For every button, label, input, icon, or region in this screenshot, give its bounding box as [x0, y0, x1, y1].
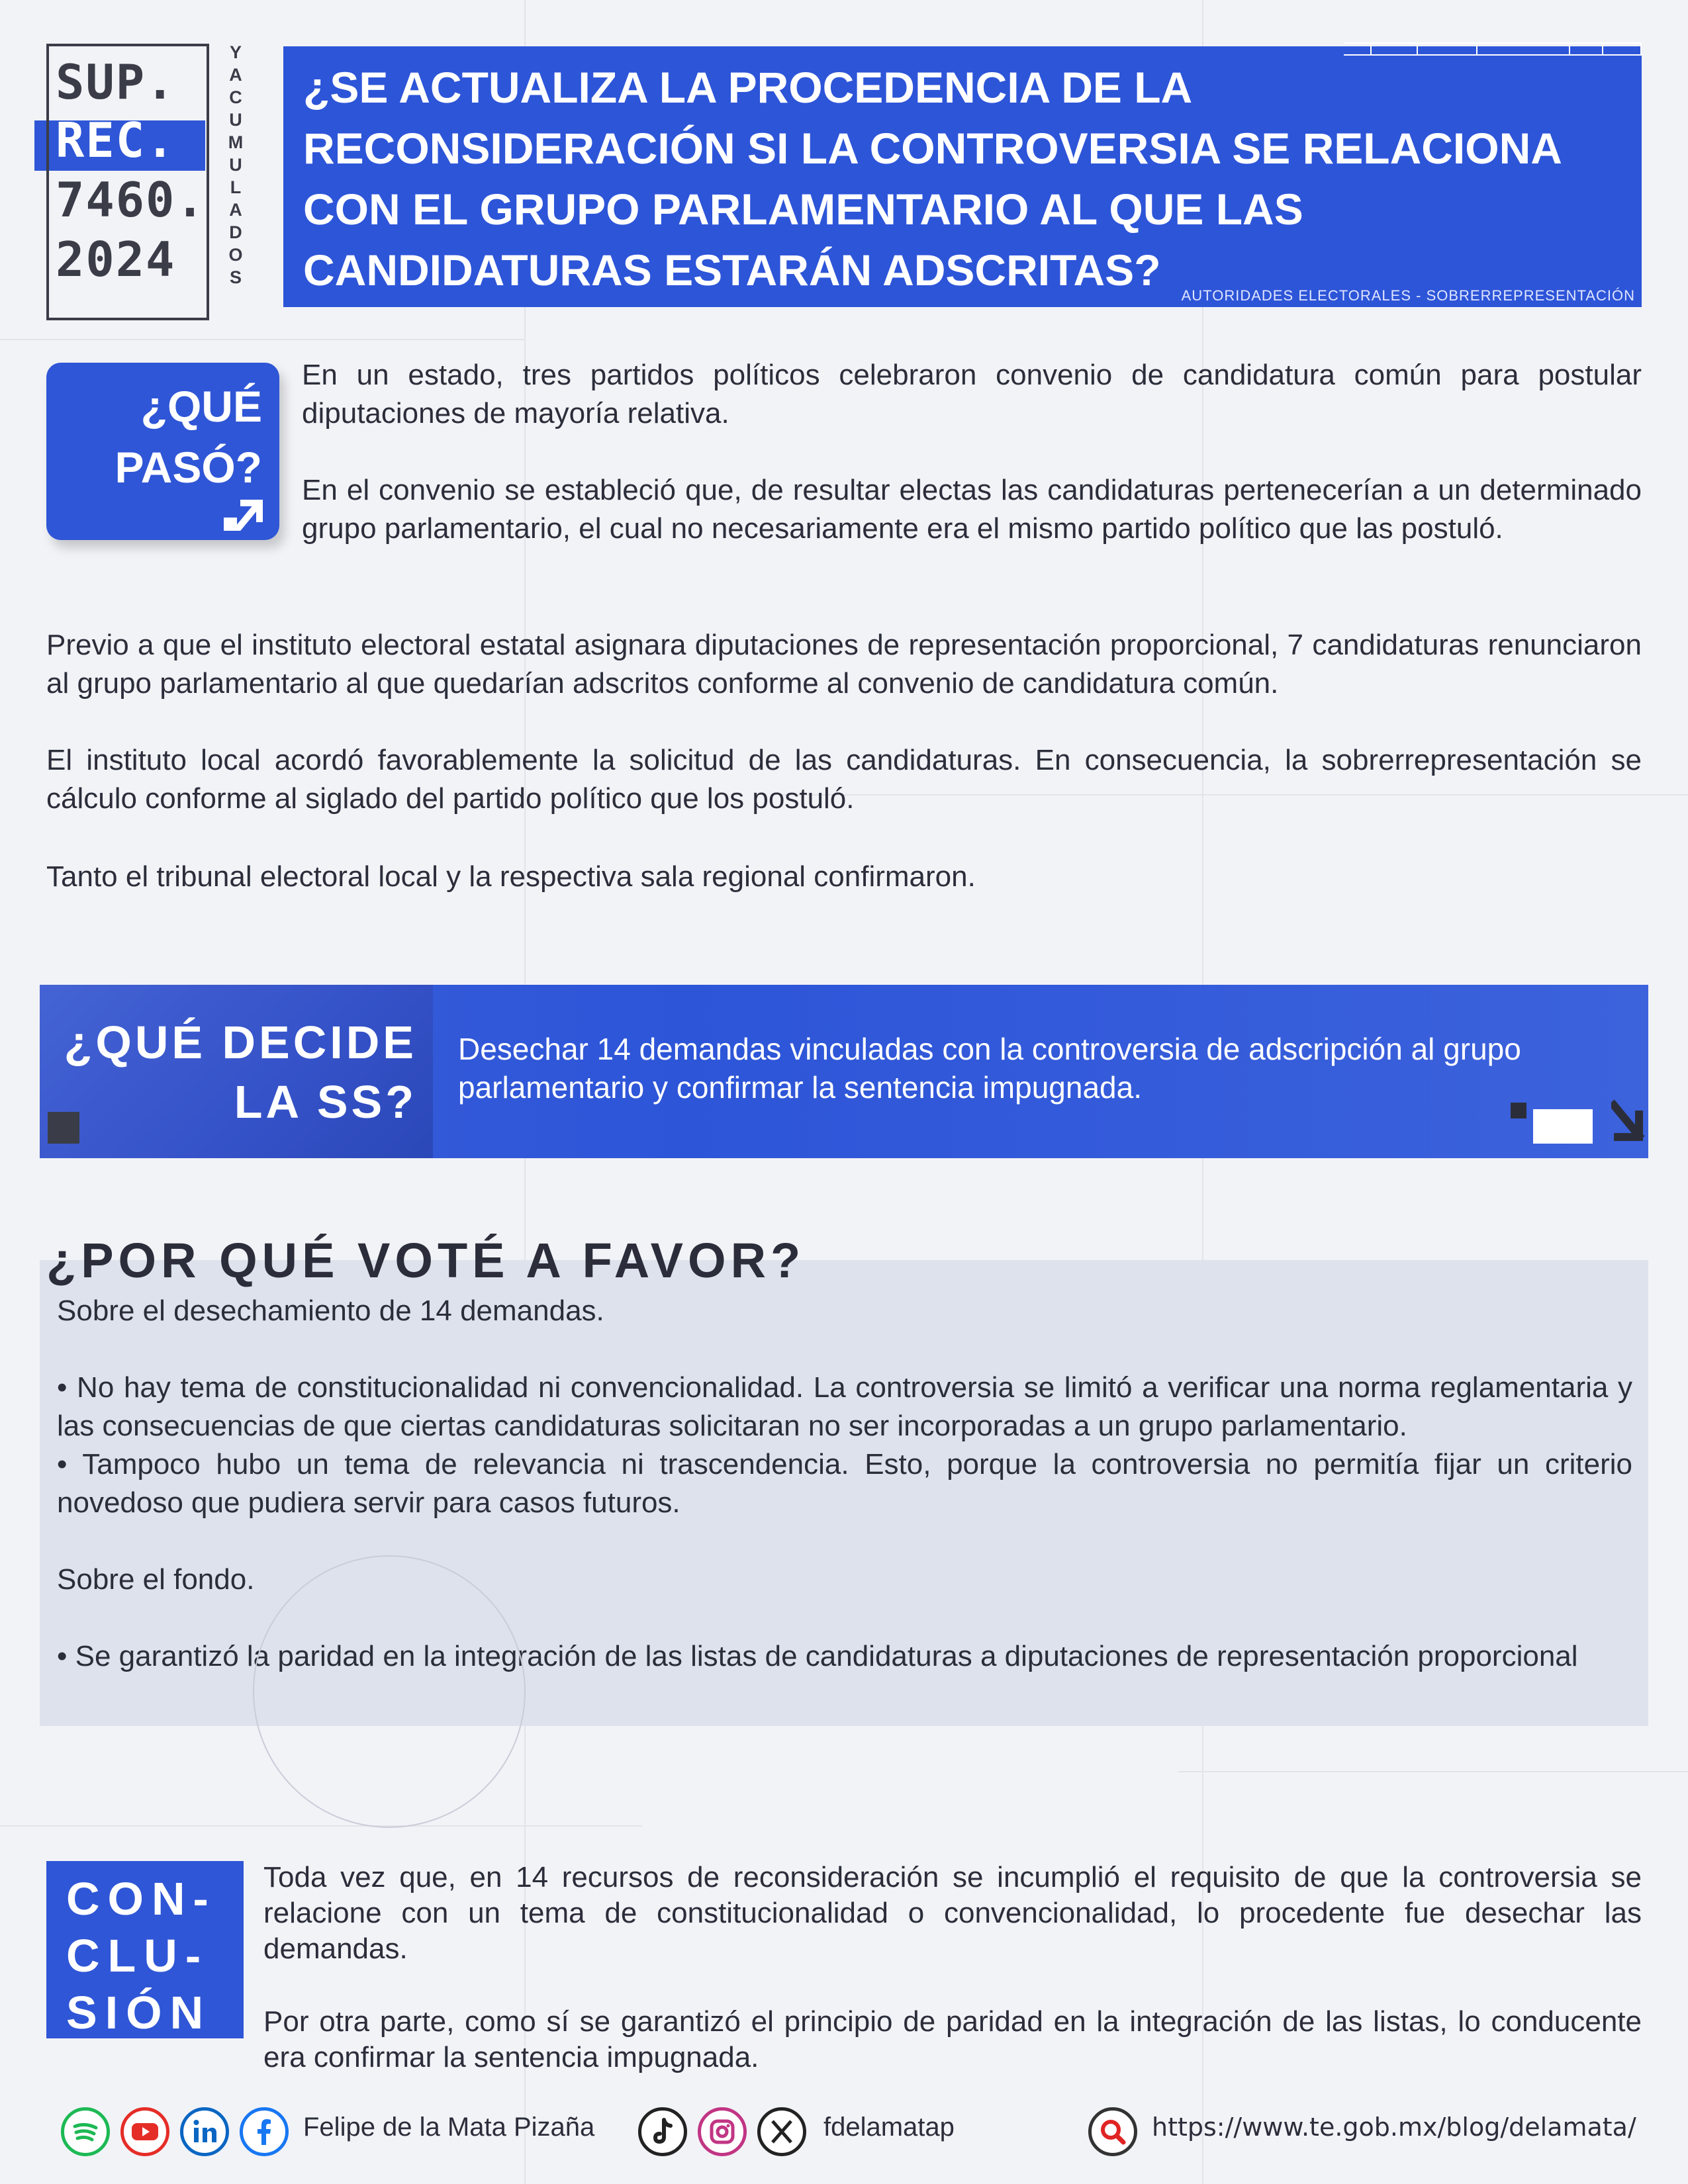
acumulados-letter: O — [228, 245, 243, 265]
decorative-circle — [253, 1555, 526, 1828]
footer-handle: fdelamatap — [823, 2113, 955, 2142]
acumulados-letter: M — [228, 132, 244, 152]
por-que-title: ¿POR QUÉ VOTÉ A FAVOR? — [46, 1233, 806, 1288]
grid-line — [1178, 1771, 1688, 1772]
case-line-number: 7460. — [56, 172, 206, 228]
youtube-icon[interactable] — [120, 2107, 169, 2156]
acumulados-letter: Y — [229, 42, 242, 62]
que-decide-title-line: LA SS? — [234, 1076, 417, 1128]
por-que-line: • Tampoco hubo un tema de relevancia ni trascendencia. Esto, porque la controversia no permitía fijar un criterio novedoso que pudiera servir para casos futuros. — [57, 1448, 1632, 1519]
que-paso-title-line: ¿QUÉ — [140, 382, 262, 431]
conclusion-title-line: CON- — [66, 1873, 216, 1925]
que-paso-title — [115, 376, 262, 498]
que-paso-paragraph: Previo a que el instituto electoral estatal asignara diputaciones de representación proporcional, 7 candidaturas renunciaron al grupo parlamentario al que quedarían adscritos conforme al convenio de candidatura común. — [46, 629, 1642, 700]
que-paso-card — [46, 363, 279, 540]
decorative-square — [1511, 1103, 1526, 1118]
que-paso-paragraph: Tanto el tribunal electoral local y la respectiva sala regional confirmaron. — [46, 860, 976, 893]
acumulados-letter: U — [229, 110, 242, 130]
que-paso-paragraph: El instituto local acordó favorablemente la solicitud de las candidaturas. En consecuencia, la sobrerrepresentación se cálculo conforme al siglado del partido político que los postuló. — [46, 744, 1642, 815]
arrow-up-right-icon — [224, 495, 265, 531]
arrow-down-right-icon — [1611, 1099, 1644, 1142]
tiktok-icon[interactable] — [638, 2107, 687, 2156]
conclusion-title — [66, 1870, 216, 2041]
conclusion-title-line: CLU- — [66, 1930, 209, 1981]
que-decide-title — [64, 1013, 417, 1132]
acumulados-vertical — [222, 41, 249, 289]
footer-name: Felipe de la Mata Pizaña — [303, 2113, 595, 2142]
por-que-line: • Se garantizó la paridad en la integración de las listas de candidaturas a diputaciones de representación proporcional — [57, 1640, 1578, 1672]
por-que-line: • No hay tema de constitucionalidad ni convencionalidad. La controversia se limitó a verificar una norma reglamentaria y las consecuencias de que ciertas candidaturas solicitaran no ser incorporadas a un grupo parlamentario. — [57, 1371, 1632, 1442]
que-decide-title-line: ¿QUÉ DECIDE — [64, 1017, 417, 1068]
grid-line — [0, 1825, 642, 1827]
conclusion-title-line: SIÓN — [66, 1987, 212, 2038]
que-paso-paragraph: En un estado, tres partidos políticos celebraron convenio de candidatura común para postular diputaciones de mayoría relativa. — [302, 359, 1642, 430]
facebook-icon[interactable] — [240, 2107, 289, 2156]
decorative-square — [48, 1112, 79, 1144]
instagram-icon[interactable] — [698, 2107, 747, 2156]
que-decide-text: Desechar 14 demandas vinculadas con la controversia de adscripción al grupo parlamentario y confirmar la sentencia impugnada. — [458, 1032, 1521, 1105]
acumulados-letter: A — [229, 200, 242, 220]
conclusion-title-box — [46, 1861, 244, 2038]
case-line-rec: REC. — [56, 113, 176, 168]
conclusion-paragraph: Toda vez que, en 14 recursos de reconsideración se incumplió el requisito de que la controversia se relacione con un tema de constitucionalidad o convencionalidad, lo procedente fue desechar las demandas. — [263, 1861, 1642, 1965]
spotify-icon[interactable] — [61, 2107, 110, 2156]
que-paso-paragraph: En el convenio se estableció que, de resultar electas las candidaturas pertenecerían a un determinado grupo parlamentario, el cual no necesariamente era el mismo partido político que las postuló. — [302, 474, 1642, 545]
x-icon[interactable] — [757, 2107, 806, 2156]
case-number-box — [46, 44, 209, 320]
acumulados-letter: L — [230, 177, 242, 197]
page-title: ¿SE ACTUALIZA LA PROCEDENCIA DE LA RECONSIDERACIÓN SI LA CONTROVERSIA SE RELACIONA CON EL GRUPO PARLAMENTARIO AL QUE LAS CANDIDATURAS ESTARÁN ADSCRITAS? — [303, 63, 1561, 295]
grid-line — [0, 339, 524, 340]
acumulados-letter: D — [229, 222, 242, 242]
acumulados-letter: U — [229, 155, 242, 175]
title-banner — [283, 46, 1642, 307]
acumulados-letter: S — [229, 267, 242, 287]
footer-url-link[interactable]: https://www.te.gob.mx/blog/delamata/ — [1152, 2113, 1636, 2142]
que-decide-title-block — [40, 985, 433, 1158]
acumulados-letter: A — [229, 65, 242, 85]
por-que-line: Sobre el desechamiento de 14 demandas. — [57, 1295, 604, 1327]
search-icon[interactable] — [1088, 2107, 1137, 2156]
que-paso-title-line: PASÓ? — [115, 443, 262, 492]
por-que-line: Sobre el fondo. — [57, 1563, 255, 1596]
banner-decoration — [1344, 42, 1642, 56]
acumulados-letter: C — [229, 87, 242, 107]
case-line-year: 2024 — [56, 232, 176, 287]
que-decide-section — [40, 985, 1648, 1158]
linkedin-icon[interactable] — [180, 2107, 229, 2156]
case-line-sup: SUP. — [56, 54, 176, 110]
conclusion-paragraph: Por otra parte, como sí se garantizó el principio de paridad en la integración de las listas, lo conducente era confirmar la sentencia impugnada. — [263, 2005, 1642, 2073]
topic-tag: AUTORIDADES ELECTORALES - SOBRERREPRESENTACIÓN — [1181, 287, 1635, 304]
decorative-block — [1533, 1109, 1593, 1144]
